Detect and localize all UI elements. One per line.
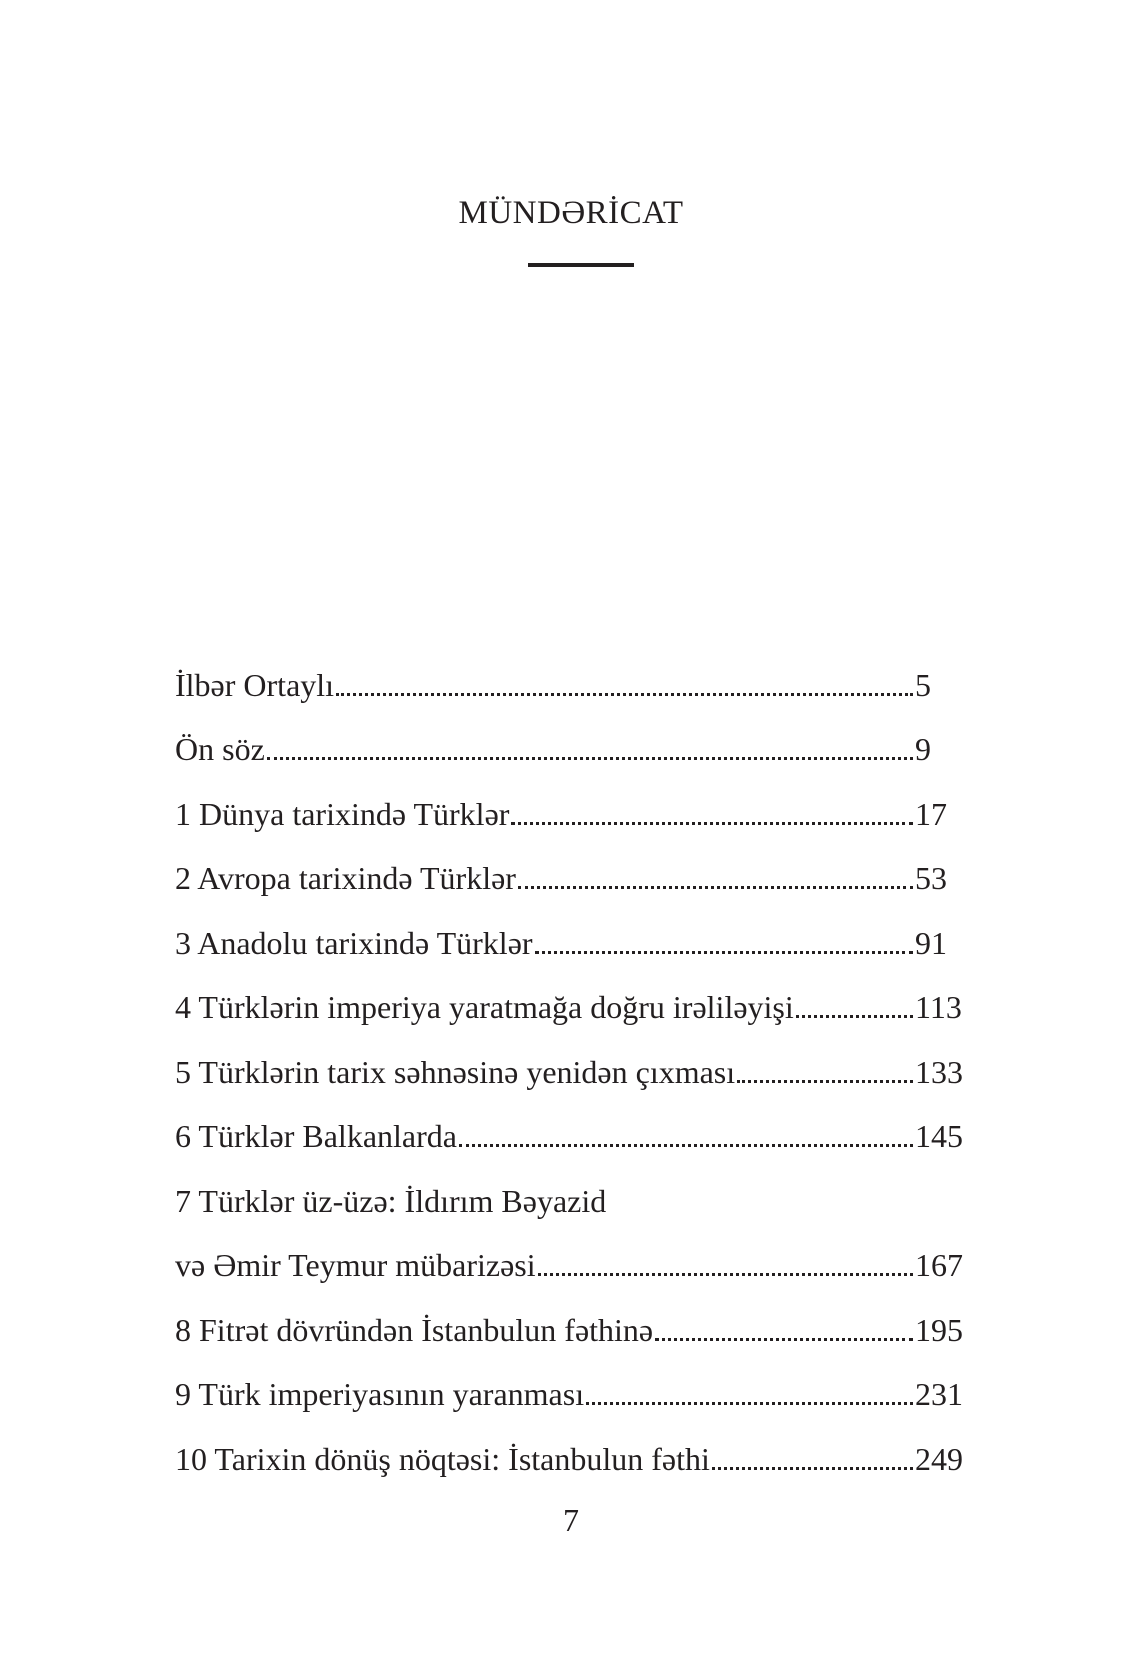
toc-entry-page: 231 <box>915 1376 963 1412</box>
toc-entry-title: İlbər Ortaylı <box>175 666 335 703</box>
toc-entry-chapter-2[interactable] <box>175 834 975 899</box>
toc-entry-title: 9 Türk imperiyasının yaranması <box>175 1376 585 1412</box>
toc-entry-chapter-5[interactable] <box>175 1027 975 1092</box>
toc-entry-page: 133 <box>915 1053 963 1090</box>
toc-entry-title: 3 Anadolu tarixində Türklər <box>175 924 533 961</box>
dot-leader <box>586 1402 913 1405</box>
toc-entry-page: 53 <box>915 860 947 896</box>
dot-leader <box>796 1015 913 1018</box>
toc-entry-title: 6 Türklər Balkanlarda <box>175 1118 457 1154</box>
toc-entry-title: 5 Türklərin tarix səhnəsinə yenidən çıxması <box>175 1053 736 1090</box>
dot-leader <box>655 1338 913 1341</box>
dot-leader <box>712 1467 913 1470</box>
toc-entry-ilber-ortayli[interactable] <box>175 640 975 705</box>
toc-entry-page: 249 <box>915 1440 963 1477</box>
toc-entry-chapter-6[interactable] <box>175 1092 975 1157</box>
toc-entry-chapter-1[interactable] <box>175 769 975 834</box>
dot-leader <box>538 1273 913 1276</box>
toc-entry-chapter-4[interactable] <box>175 963 975 1028</box>
toc-entry-page: 9 <box>915 731 931 767</box>
dot-leader <box>511 822 913 825</box>
toc-entry-chapter-7-line-1[interactable] <box>175 1156 975 1221</box>
toc-entry-title: 7 Türklər üz-üzə: İldırım Bəyazid <box>175 1182 607 1219</box>
toc-entry-page: 5 <box>915 666 931 703</box>
toc-entry-title: 8 Fitrət dövründən İstanbulun fəthinə <box>175 1311 654 1348</box>
toc-entry-chapter-9[interactable] <box>175 1350 975 1415</box>
dot-leader <box>267 757 913 760</box>
toc-entry-page: 113 <box>915 989 962 1025</box>
toc-entry-title: və Əmir Teymur mübarizəsi <box>175 1247 536 1283</box>
toc-entry-title: Ön söz <box>175 731 265 767</box>
dot-leader <box>535 951 913 954</box>
dot-leader <box>518 886 913 889</box>
toc-entry-title: 10 Tarixin dönüş nöqtəsi: İstanbulun fəthi <box>175 1440 710 1477</box>
dot-leader <box>459 1144 913 1147</box>
dot-leader <box>737 1080 913 1083</box>
toc-entry-page: 145 <box>915 1118 963 1154</box>
table-of-contents <box>175 640 975 1479</box>
page-title: MÜNDƏRİCAT <box>458 195 684 231</box>
toc-entry-page: 167 <box>915 1247 963 1283</box>
toc-entry-on-soz[interactable] <box>175 705 975 770</box>
toc-entry-title: 1 Dünya tarixində Türklər <box>175 795 510 832</box>
toc-entry-chapter-7-line-2[interactable] <box>175 1221 975 1286</box>
dot-leader <box>336 693 913 696</box>
toc-entry-chapter-3[interactable] <box>175 898 975 963</box>
page-number: 7 <box>563 1502 579 1538</box>
toc-entry-chapter-8[interactable] <box>175 1285 975 1350</box>
toc-entry-page: 91 <box>915 924 947 961</box>
toc-entry-title: 2 Avropa tarixində Türklər <box>175 860 516 896</box>
toc-entry-page: 17 <box>915 795 947 832</box>
toc-entry-chapter-10[interactable] <box>175 1414 975 1479</box>
toc-entry-page: 195 <box>915 1311 963 1348</box>
toc-entry-title: 4 Türklərin imperiya yaratmağa doğru irəliləyişi <box>175 989 794 1025</box>
title-underline <box>528 263 634 267</box>
